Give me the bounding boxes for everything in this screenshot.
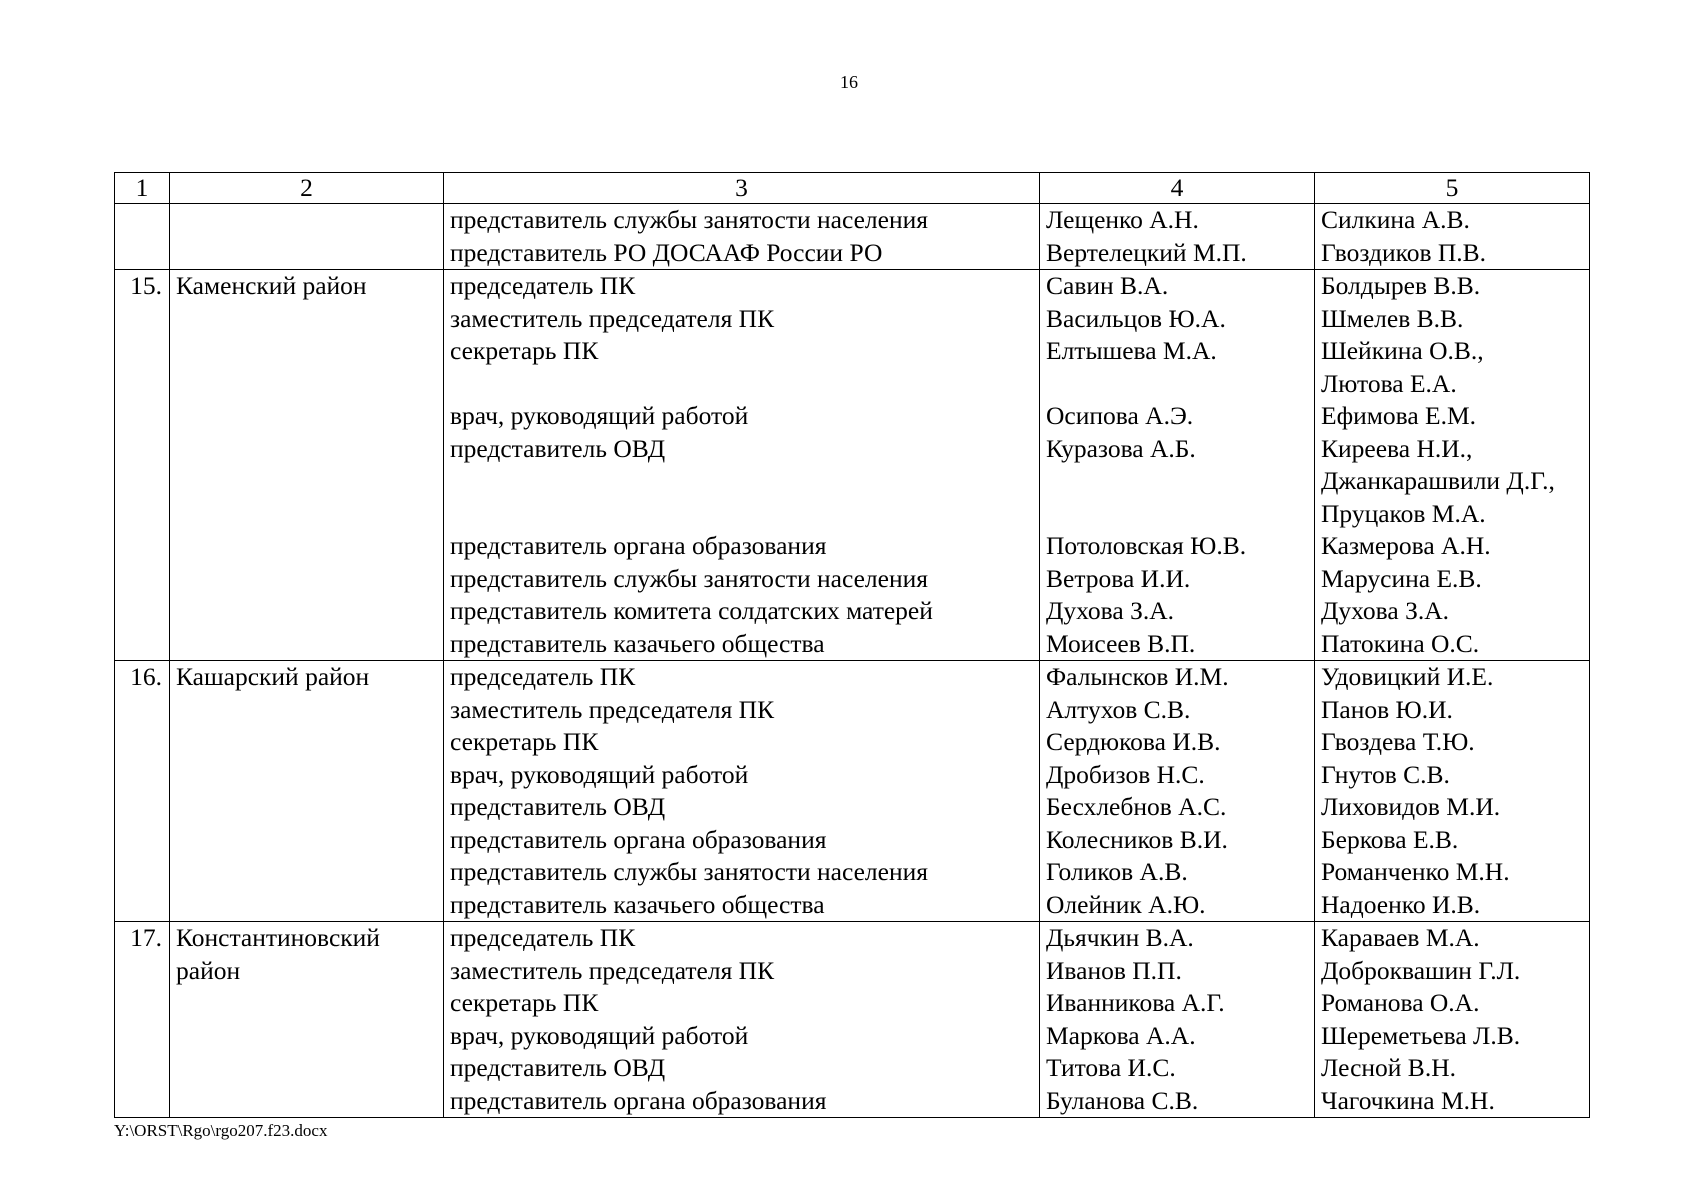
reserve-line: Лютова Е.А.: [1321, 368, 1457, 398]
reserve-line: Романова О.А.: [1321, 988, 1480, 1017]
role-line: представитель казачьего общества: [450, 889, 825, 919]
role-line: секретарь ПК: [450, 988, 599, 1017]
reserve-line: Ефимова Е.М.: [1321, 401, 1477, 430]
header-col-1: 1: [115, 173, 170, 204]
role-line: председатель ПК: [450, 271, 636, 300]
member-line: Алтухов С.В.: [1046, 694, 1191, 724]
member-cell: [1040, 922, 1315, 1118]
district-line: Константиновский: [176, 923, 380, 952]
member-line: Колесников В.И.: [1046, 824, 1228, 854]
header-col-3: 3: [444, 173, 1040, 204]
reserve-line: Чагочкина М.Н.: [1321, 1085, 1495, 1115]
reserve-line: Караваев М.А.: [1321, 923, 1480, 952]
role-line: врач, руководящий работой: [450, 401, 749, 430]
row-number: 15.: [115, 270, 170, 661]
table-row: [115, 204, 1590, 270]
reserve-line: Гнутов С.В.: [1321, 759, 1450, 789]
reserve-cell: [1315, 661, 1590, 922]
member-line: Осипова А.Э.: [1046, 401, 1194, 430]
member-line: Голиков А.В.: [1046, 857, 1188, 886]
role-line: секретарь ПК: [450, 727, 599, 756]
reserve-line: Марусина Е.В.: [1321, 563, 1482, 593]
reserve-line: Гвоздиков П.В.: [1321, 237, 1487, 267]
reserve-line: Гвоздева Т.Ю.: [1321, 727, 1475, 756]
reserve-line: Патокина О.С.: [1321, 628, 1480, 658]
role-line: заместитель председателя ПК: [450, 694, 775, 724]
reserve-line: Лесной В.Н.: [1321, 1053, 1456, 1082]
reserve-line: Джанкарашвили Д.Г.,: [1321, 466, 1555, 495]
reserve-line: Удовицкий И.Е.: [1321, 662, 1494, 691]
role-cell: [444, 270, 1040, 661]
member-line: Буланова С.В.: [1046, 1085, 1199, 1115]
member-line: Дробизов Н.С.: [1046, 759, 1205, 789]
role-line: представитель органа образования: [450, 824, 827, 854]
header-col-4: 4: [1040, 173, 1315, 204]
member-line: Сердюкова И.В.: [1046, 727, 1221, 756]
role-line: представитель казачьего общества: [450, 628, 825, 658]
member-cell: [1040, 661, 1315, 922]
role-line: представитель службы занятости населения: [450, 205, 928, 234]
role-line: врач, руководящий работой: [450, 759, 749, 789]
member-line: Маркова А.А.: [1046, 1020, 1196, 1050]
district-cell: [170, 922, 444, 1118]
district-cell: [170, 270, 444, 661]
reserve-line: Романченко М.Н.: [1321, 857, 1510, 886]
role-cell: [444, 661, 1040, 922]
role-line: представитель службы занятости населения: [450, 563, 928, 593]
member-line: Лещенко А.Н.: [1046, 205, 1199, 234]
member-line: Иванов П.П.: [1046, 955, 1182, 985]
member-line: Духова З.А.: [1046, 596, 1175, 625]
role-line: [450, 465, 1033, 498]
member-line: Потоловская Ю.В.: [1046, 531, 1247, 560]
member-line: Иванникова А.Г.: [1046, 988, 1225, 1017]
role-line: председатель ПК: [450, 662, 636, 691]
reserve-line: Болдырев В.В.: [1321, 271, 1481, 300]
table-row: [115, 922, 1590, 1118]
member-line: Олейник А.Ю.: [1046, 889, 1206, 919]
reserve-line: Панов Ю.И.: [1321, 694, 1453, 724]
role-line: заместитель председателя ПК: [450, 955, 775, 985]
role-line: представитель органа образования: [450, 1085, 827, 1115]
role-line: представитель ОВД: [450, 433, 666, 463]
district-line: Каменский район: [176, 271, 367, 300]
reserve-line: Казмерова А.Н.: [1321, 531, 1491, 560]
role-cell: [444, 204, 1040, 270]
row-number: 16.: [115, 661, 170, 922]
role-line: представитель РО ДОСААФ России РО: [450, 237, 883, 267]
reserve-line: Шмелев В.В.: [1321, 303, 1464, 333]
member-line: Елтышева М.А.: [1046, 336, 1217, 365]
row-number: 17.: [115, 922, 170, 1118]
member-line: Куразова А.Б.: [1046, 433, 1196, 463]
role-line: заместитель председателя ПК: [450, 303, 775, 333]
role-line: [450, 368, 1033, 401]
district-line: район: [176, 955, 241, 985]
header-row: [115, 173, 1590, 204]
reserve-line: Силкина А.В.: [1321, 205, 1470, 234]
member-cell: [1040, 270, 1315, 661]
reserve-cell: [1315, 204, 1590, 270]
row-number: [115, 204, 170, 270]
member-line: Дьячкин В.А.: [1046, 923, 1194, 952]
reserve-line: Шереметьева Л.В.: [1321, 1020, 1521, 1050]
role-cell: [444, 922, 1040, 1118]
reserve-line: Шейкина О.В.,: [1321, 336, 1484, 365]
member-line: Васильцов Ю.А.: [1046, 303, 1226, 333]
district-cell: [170, 204, 444, 270]
role-line: [450, 498, 1033, 531]
role-line: представитель органа образования: [450, 531, 827, 560]
reserve-line: Духова З.А.: [1321, 596, 1450, 625]
member-line: [1046, 498, 1308, 531]
reserve-line: Надоенко И.В.: [1321, 889, 1481, 919]
role-line: секретарь ПК: [450, 336, 599, 365]
table-row: [115, 661, 1590, 922]
district-line: Кашарский район: [176, 662, 370, 691]
role-line: врач, руководящий работой: [450, 1020, 749, 1050]
member-line: Титова И.С.: [1046, 1053, 1176, 1082]
reserve-cell: [1315, 922, 1590, 1118]
member-line: [1046, 465, 1308, 498]
reserve-line: Лиховидов М.И.: [1321, 792, 1501, 821]
header-col-5: 5: [1315, 173, 1590, 204]
member-cell: [1040, 204, 1315, 270]
member-line: Вертелецкий М.П.: [1046, 237, 1247, 267]
member-line: Савин В.А.: [1046, 271, 1169, 300]
reserve-line: Доброквашин Г.Л.: [1321, 955, 1521, 985]
page-number: 16: [840, 72, 858, 92]
reserve-line: Пруцаков М.А.: [1321, 498, 1486, 528]
role-line: представитель ОВД: [450, 792, 666, 821]
commission-table: [114, 172, 1590, 1118]
member-line: Ветрова И.И.: [1046, 563, 1191, 593]
table-row: [115, 270, 1590, 661]
footer-file-path: Y:\ORST\Rgo\rgo207.f23.docx: [114, 1121, 328, 1140]
member-line: Бесхлебнов А.С.: [1046, 792, 1227, 821]
reserve-line: Беркова Е.В.: [1321, 824, 1459, 854]
role-line: представитель ОВД: [450, 1053, 666, 1082]
reserve-line: Киреева Н.И.,: [1321, 433, 1473, 463]
member-line: [1046, 368, 1308, 401]
role-line: представитель комитета солдатских матерей: [450, 596, 933, 625]
role-line: представитель службы занятости населения: [450, 857, 928, 886]
member-line: Моисеев В.П.: [1046, 628, 1196, 658]
reserve-cell: [1315, 270, 1590, 661]
district-cell: [170, 661, 444, 922]
member-line: Фалынсков И.М.: [1046, 662, 1229, 691]
role-line: председатель ПК: [450, 923, 636, 952]
header-col-2: 2: [170, 173, 444, 204]
